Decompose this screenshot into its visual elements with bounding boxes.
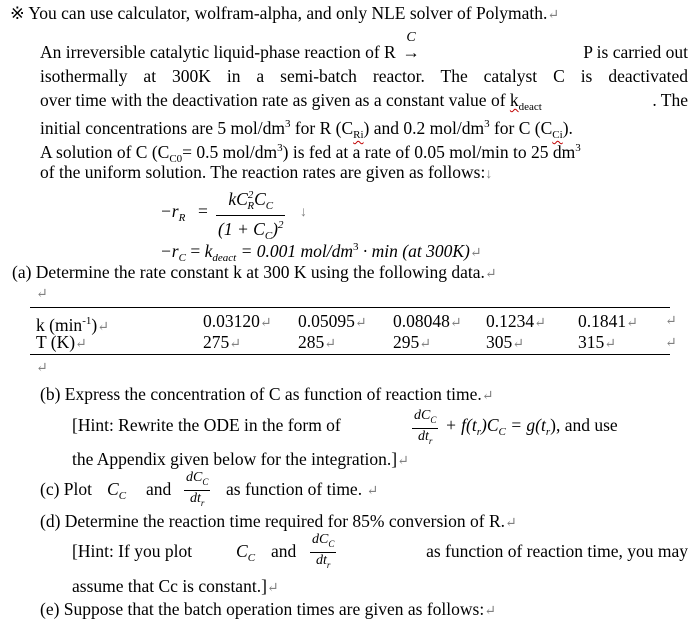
cell-value: 285 [298, 332, 325, 352]
eq2-tail: · min (at 300K) [362, 241, 470, 261]
dcc-dtr-fraction [184, 470, 210, 511]
subscript: R [178, 212, 186, 224]
intro-line-5-text-c: ) is fed at a rate of 0.05 mol/min to 25 dm [282, 142, 576, 162]
subscript: C0 [169, 153, 183, 165]
subscript: r [326, 560, 331, 570]
paragraph-mark-icon: ↵ [547, 8, 560, 23]
part-c-text-a: (c) Plot [40, 479, 93, 499]
paragraph-mark-icon: ↵ [505, 516, 517, 531]
part-a-text: (a) Determine the rate constant k at 300 K using the following data. [12, 262, 485, 282]
part-b-text: (b) Express the concentration of C as function of reaction time. [40, 384, 482, 404]
subscript: r [428, 436, 433, 446]
paragraph-mark-icon: ↓ [300, 205, 307, 220]
header-text: You can use calculator, wolfram-alpha, and only NLE solver of Polymath. [28, 3, 548, 23]
subscript: R [247, 200, 255, 212]
and-text: and [271, 541, 297, 561]
hint-text-a: [Hint: If you plot [72, 541, 193, 561]
equals-sign: = [198, 201, 208, 221]
paragraph-mark-icon: ↵ [481, 389, 494, 404]
subscript: C [430, 415, 437, 425]
part-b [40, 383, 493, 408]
eq2-k: k [204, 241, 213, 261]
den-text: dt [315, 553, 327, 568]
intro-line-1-text-a: An irreversible catalytic liquid-phase reaction of R [40, 42, 396, 62]
superscript: 3 [575, 142, 581, 154]
row-end-mark [665, 311, 677, 333]
table-top-rule [30, 307, 670, 308]
intro-line-1 [40, 30, 688, 63]
paragraph-mark-icon: ↵ [604, 337, 616, 352]
intro-line-2-text: isothermally at 300K in a semi-batch reactor. The catalyst C is deactivated [40, 66, 688, 86]
intro-line-3-text-a: over time with the deactivation rate as given as a constant value of [40, 90, 506, 110]
table-row-label [36, 331, 87, 356]
k-deact-symbol [509, 90, 542, 113]
k-deact-sub: deact [518, 101, 542, 113]
paragraph-mark-icon: ↵ [397, 454, 409, 469]
eq1-den-end: ) [272, 219, 278, 239]
subscript: C [118, 490, 127, 502]
cell-value: 0.1234 [486, 311, 535, 331]
num-text: dC [186, 470, 203, 485]
row-end-mark [665, 333, 677, 355]
eq1-numerator [216, 186, 285, 216]
table-cell [203, 331, 241, 356]
arrow-icon: → [402, 42, 420, 62]
hint-equation [445, 414, 618, 443]
paragraph-mark-icon: ↵ [75, 337, 87, 352]
subscript: C [328, 539, 335, 549]
eq1-den-text: (1 + C [218, 219, 265, 239]
and-text: and [146, 479, 172, 499]
dcc-dtr-fraction [412, 408, 438, 449]
hint-text-2: assume that Cc is constant.] [72, 576, 267, 596]
subscript: Ci [552, 129, 563, 141]
eq1-num-k: kC [228, 189, 248, 209]
part-d-hint-line-1 [72, 532, 688, 570]
num-text: dC [312, 532, 329, 547]
fraction-numerator [310, 532, 336, 553]
subscript: C [247, 552, 256, 564]
cell-value: 0.05095 [298, 311, 355, 331]
paragraph-mark-icon: ↵ [229, 337, 241, 352]
subscript: r [545, 426, 551, 438]
eq1-lhs [160, 200, 185, 229]
paragraph-mark-icon: ↵ [469, 246, 482, 261]
part-c-tail [226, 478, 378, 503]
dcc-dtr-fraction [310, 532, 336, 573]
intro-line-1-text-b: P is carried out [583, 42, 688, 62]
eq2-rest: = 0.001 mol/dm [240, 241, 354, 261]
paragraph-mark-icon: ↵ [354, 316, 367, 331]
superscript: 3 [353, 241, 359, 253]
paragraph-mark-icon: ↵ [534, 316, 546, 331]
hint-text-a: [Hint: Rewrite the ODE in the form of [72, 415, 341, 435]
empty-paragraph [36, 284, 48, 306]
fraction-denominator [412, 429, 438, 449]
part-d-text: (d) Determine the reaction time required for 85% conversion of R. [40, 511, 506, 531]
eq2-lhs: −r [160, 241, 179, 261]
intro-line-5-text-b: = 0.5 mol/dm [182, 142, 278, 162]
subscript: C [498, 426, 506, 438]
hint-text-b: as function of reaction time, you may [426, 541, 688, 561]
intro-line-5-text-a: A solution of C (C [40, 142, 170, 162]
part-e-text: (e) Suppose that the batch operation times are given as follows: [40, 599, 485, 619]
catalyst-label: C [406, 30, 416, 45]
cell-value: 0.1841 [578, 311, 627, 331]
cc-variable [107, 478, 126, 507]
intro-line-6-text: of the uniform solution. The reaction rates are given as follows: [40, 162, 486, 182]
cell-value: 295 [393, 332, 420, 352]
paragraph-mark-icon: ↵ [484, 604, 496, 619]
superscript: -1 [82, 315, 92, 327]
subscript: r [476, 426, 482, 438]
eq1-lhs-text: −r [160, 201, 179, 221]
part-b-hint-line-2 [72, 448, 409, 473]
paragraph-mark-icon: ↵ [97, 320, 109, 335]
paragraph-mark-icon: ↵ [512, 337, 524, 352]
superscript: 2 [247, 189, 254, 201]
eq1-num-c: C [254, 189, 266, 209]
paragraph-mark-icon: ↵ [626, 316, 638, 331]
intro-line-4-text-e: ). [562, 118, 573, 138]
subscript: C [202, 477, 209, 487]
den-text: dt [189, 491, 201, 506]
cell-value: 315 [578, 332, 605, 352]
superscript: 2 [277, 219, 284, 231]
eq-part: + f(t [445, 415, 477, 435]
subscript: r [200, 498, 205, 508]
k-deact-k: k [509, 90, 519, 110]
cell-value: 0.08048 [393, 311, 450, 331]
var-text: C [107, 479, 119, 499]
fraction-numerator [184, 470, 210, 491]
den-text: dt [417, 429, 429, 444]
subscript: Ri [353, 129, 364, 141]
hint-text-2: the Appendix given below for the integration.] [72, 449, 398, 469]
cell-value: 0.03120 [203, 311, 260, 331]
superscript: 3 [277, 142, 283, 154]
cc-variable [236, 540, 255, 569]
intro-line-6 [40, 161, 492, 186]
row-label-end: ) [91, 315, 98, 335]
paragraph-mark-icon: ↵ [266, 581, 279, 596]
subscript: C [265, 200, 274, 212]
eq-part: )C [481, 415, 499, 435]
num-text: dC [414, 408, 431, 423]
paragraph-mark-icon: ↵ [665, 314, 677, 329]
fraction-denominator [184, 491, 210, 511]
eq-part: = g(t [510, 415, 546, 435]
intro-line-4-text-a: initial concentrations are 5 mol/dm [40, 118, 285, 138]
intro-line-4-text-d: for C (C [493, 118, 553, 138]
part-e [40, 598, 496, 623]
cell-value: 275 [203, 332, 230, 352]
paragraph-mark-icon: ↵ [324, 337, 336, 352]
superscript: 3 [284, 118, 291, 130]
paragraph-mark-icon: ↵ [36, 287, 48, 302]
table-bottom-rule [30, 354, 670, 355]
paragraph-mark-icon: ↵ [449, 316, 462, 331]
paragraph-mark-icon: ↵ [259, 316, 272, 331]
table-cell [393, 331, 431, 356]
reference-mark-icon: ※ [10, 3, 25, 23]
part-d-hint-line-2 [72, 575, 279, 600]
table-cell [578, 331, 616, 356]
paragraph-mark-icon: ↵ [484, 267, 497, 282]
subscript: C [264, 230, 273, 242]
subscript: C [178, 252, 186, 264]
paragraph-mark-icon: ↵ [366, 484, 379, 499]
superscript: 3 [484, 118, 490, 130]
cell-value: 305 [486, 332, 513, 352]
part-b-hint-line-1 [72, 408, 688, 446]
row-label-text: T (K) [36, 332, 76, 352]
reaction-arrow [400, 30, 422, 63]
table-cell [298, 331, 336, 356]
paragraph-mark-icon: ↵ [36, 361, 48, 376]
fraction-numerator [412, 408, 438, 429]
header-line [10, 2, 559, 27]
table-cell [486, 331, 524, 356]
intro-line-4-text-b: for R (C [294, 118, 354, 138]
subscript: deact [212, 252, 237, 264]
paragraph-mark-icon: ↵ [419, 337, 431, 352]
var-text: C [236, 541, 248, 561]
intro-line-4-text-c: ) and 0.2 mol/dm [363, 118, 485, 138]
equals-sign: = [190, 241, 201, 261]
row-label-text: k (min [36, 315, 83, 335]
intro-line-3-text-b: . The [652, 90, 688, 110]
empty-paragraph [36, 358, 48, 380]
paragraph-mark-icon: ↵ [665, 336, 677, 351]
part-c-text-b: as function of time. [226, 479, 363, 499]
paragraph-mark-icon: ↓ [485, 167, 493, 182]
fraction-denominator [310, 553, 336, 573]
intro-line-2 [40, 65, 688, 87]
part-a [12, 261, 497, 286]
eq-part: ), and use [550, 415, 618, 435]
